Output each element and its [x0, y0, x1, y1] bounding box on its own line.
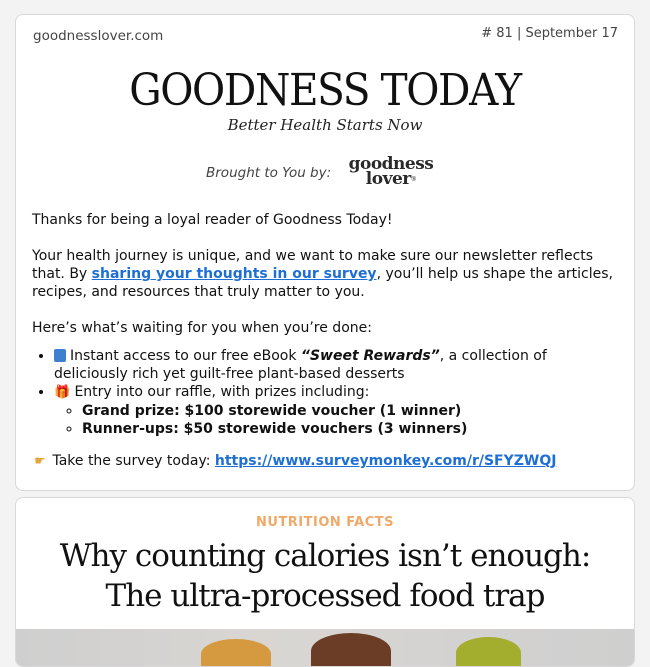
- meatball-image: [311, 633, 391, 667]
- waffle-image: [201, 639, 271, 667]
- sponsor-logo-line1: goodness: [348, 154, 434, 174]
- perks-list: [32, 347, 624, 438]
- book-icon: [54, 349, 66, 362]
- survey-link[interactable]: sharing your thoughts in our survey: [91, 266, 377, 282]
- article-hero-image[interactable]: [16, 629, 634, 667]
- masthead-title: GOODNESS TODAY: [129, 65, 521, 116]
- sponsor-logo[interactable]: goodness lover®: [341, 157, 441, 187]
- article-kicker: NUTRITION FACTS: [255, 515, 395, 530]
- perk-ebook: • Instant access to our free eBook “Sweet Rewards”, a collection of deliciously rich yet guilt-free plant-based desserts: [54, 347, 624, 383]
- prize-list: [54, 402, 624, 438]
- survey-url-link[interactable]: https://www.surveymonkey.com/r/SFYZWQJ: [214, 453, 557, 469]
- prize-item: ◦ Runner-ups: $50 storewide vouchers (3 winners): [82, 420, 624, 438]
- prize-item: ◦ Grand prize: $100 storewide voucher (1 winner): [82, 402, 624, 420]
- sponsor-logo-line2: lover: [365, 169, 411, 189]
- pointing-hand-icon: ☛: [34, 454, 46, 469]
- article-card[interactable]: [15, 497, 635, 667]
- issue-info: # 81 | September 17: [481, 26, 618, 41]
- newsletter-intro-card: [15, 14, 635, 491]
- gift-icon: 🎁: [54, 385, 71, 400]
- brought-by-label: Brought to You by:: [206, 165, 332, 181]
- intro-thanks: Thanks for being a loyal reader of Goodness Today!: [32, 212, 393, 228]
- cta-line: ☛ Take the survey today: https://www.surveymonkey.com/r/SFYZWQJ: [32, 452, 624, 471]
- masthead-tagline: Better Health Starts Now: [227, 116, 423, 134]
- article-headline[interactable]: Why counting calories isn’t enough: The ultra-processed food trap: [59, 538, 591, 614]
- intro-waiting: Here’s what’s waiting for you when you’re done:: [32, 320, 372, 336]
- site-domain[interactable]: goodnesslover.com: [33, 28, 164, 44]
- pickle-image: [456, 637, 521, 667]
- intro-survey-paragraph: Your health journey is unique, and we want to make sure our newsletter reflects that. By sharing your thoughts in our survey, you’ll help us shape the articles, recipes, and resources that truly matter to you.: [32, 248, 613, 300]
- perk-raffle: • 🎁 Entry into our raffle, with prizes including: ◦ Grand prize: $100 storewide voucher (1 winner) ◦ Runner-ups: $50 storewide vouchers (3 winners): [54, 383, 624, 438]
- intro-body: [32, 211, 624, 489]
